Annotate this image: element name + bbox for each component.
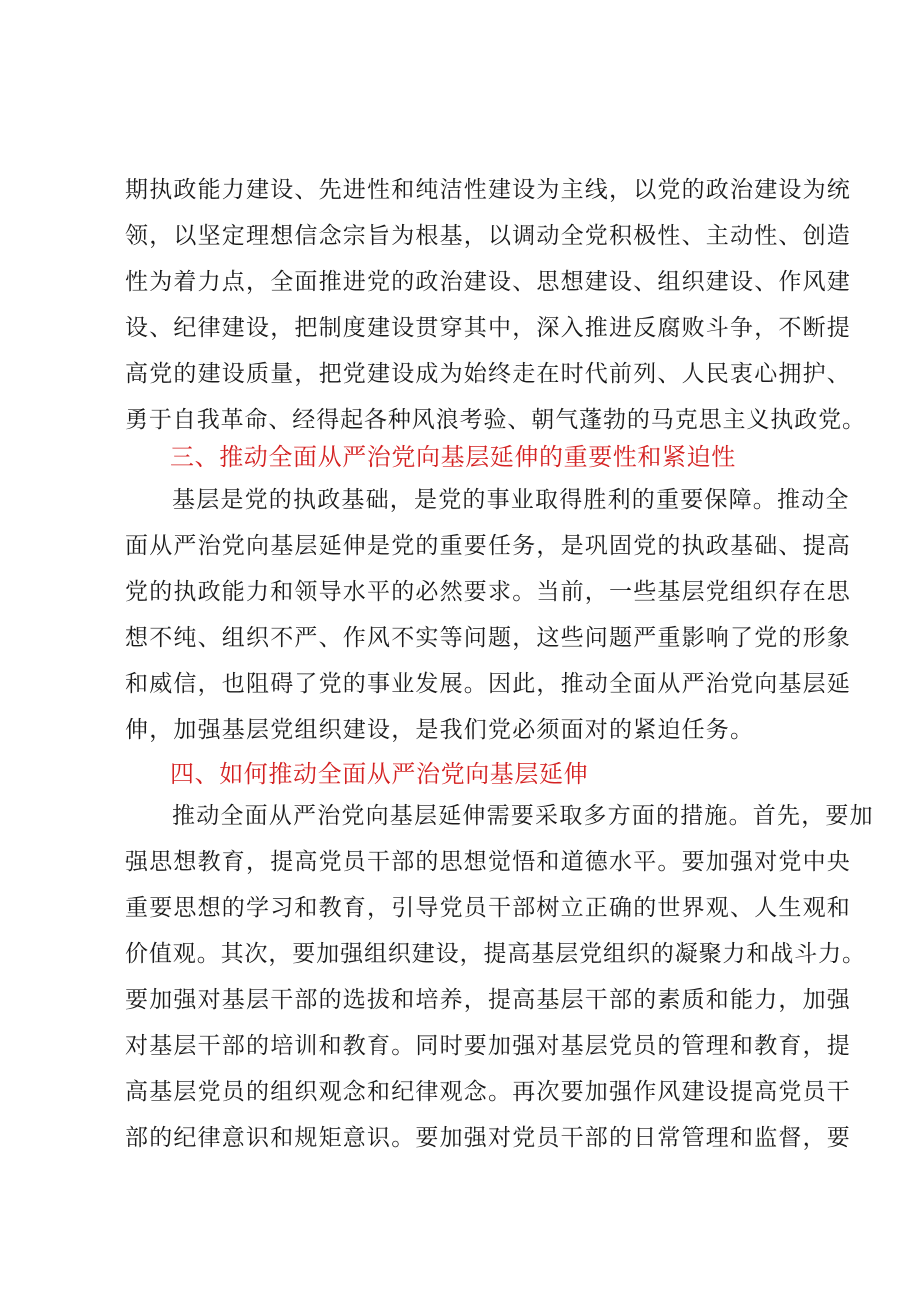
body-line: 基层是党的执政基础，是党的事业取得胜利的重要保障。推动全 (172, 487, 850, 513)
body-line: 重要思想的学习和教育，引导党员干部树立正确的世界观、人生观和 (125, 895, 851, 921)
body-line: 勇于自我革命、经得起各种风浪考验、朝气蓬勃的马克思主义执政党。 (125, 407, 866, 433)
body-line: 党的执政能力和领导水平的必然要求。当前，一些基层党组织存在思 (125, 579, 851, 605)
body-line: 价值观。其次，要加强组织建设，提高基层党组织的凝聚力和战斗力。 (125, 941, 866, 967)
body-line: 面从严治党向基层延伸是党的重要任务，是巩固党的执政基础、提高 (125, 533, 851, 559)
body-line: 高基层党员的组织观念和纪律观念。再次要加强作风建设提高党员干 (125, 1079, 851, 1105)
body-line: 对基层干部的培训和教育。同时要加强对基层党员的管理和教育，提 (125, 1033, 851, 1059)
body-line: 伸，加强基层党组织建设，是我们党必须面对的紧迫任务。 (125, 717, 755, 743)
body-line: 想不纯、组织不严、作风不实等问题，这些问题严重影响了党的形象 (125, 625, 851, 651)
body-line: 强思想教育，提高党员干部的思想觉悟和道德水平。要加强对党中央 (125, 849, 851, 875)
body-line: 期执政能力建设、先进性和纯洁性建设为主线，以党的政治建设为统 (125, 177, 851, 203)
body-line: 部的纪律意识和规矩意识。要加强对党员干部的日常管理和监督，要 (125, 1125, 851, 1151)
body-line: 高党的建设质量，把党建设成为始终走在时代前列、人民衷心拥护、 (125, 361, 851, 387)
body-line: 和威信，也阻碍了党的事业发展。因此，推动全面从严治党向基层延 (125, 671, 851, 697)
body-line: 性为着力点，全面推进党的政治建设、思想建设、组织建设、作风建 (125, 269, 851, 295)
body-line: 设、纪律建设，把制度建设贯穿其中，深入推进反腐败斗争，不断提 (125, 315, 851, 341)
section-heading: 四、如何推动全面从严治党向基层延伸 (170, 760, 589, 788)
body-line: 推动全面从严治党向基层延伸需要采取多方面的措施。首先，要加 (172, 803, 874, 829)
section-heading: 三、推动全面从严治党向基层延伸的重要性和紧迫性 (170, 443, 736, 471)
body-line: 要加强对基层干部的选拔和培养，提高基层干部的素质和能力，加强 (125, 987, 851, 1013)
body-line: 领，以坚定理想信念宗旨为根基，以调动全党积极性、主动性、创造 (125, 223, 851, 249)
